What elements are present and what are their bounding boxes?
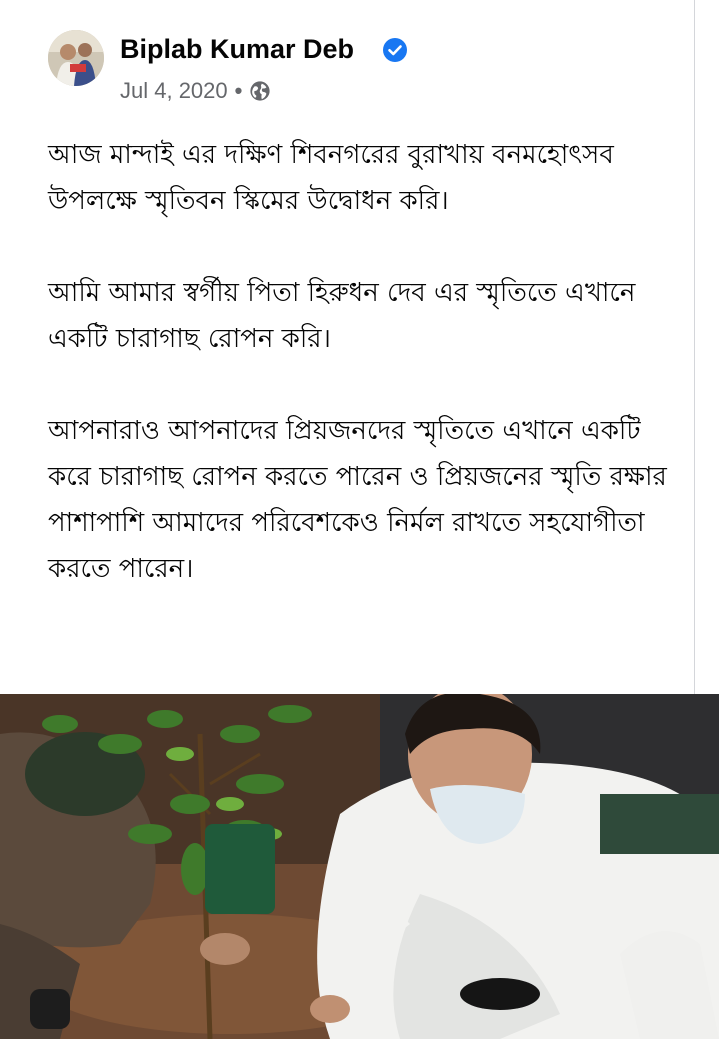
post-paragraph: আজ মান্দাই এর দক্ষিণ শিবনগরের বুরাখায় বনমহোৎসব উপলক্ষে স্মৃতিবন স্কিমের উদ্বোধন করি। <box>48 140 614 216</box>
post-body <box>48 132 678 592</box>
globe-icon[interactable] <box>249 80 271 102</box>
post-photo[interactable] <box>0 694 719 1039</box>
meta-separator: • <box>234 78 243 103</box>
author-name[interactable]: Biplab Kumar Deb <box>120 34 355 64</box>
post-header <box>48 30 668 103</box>
post-meta <box>120 78 271 104</box>
author-avatar[interactable] <box>48 30 104 86</box>
post-paragraph: আপনারাও আপনাদের প্রিয়জনদের স্মৃতিতে এখানে একটি করে চারাগাছ রোপন করতে পারেন ও প্রিয়জনের স্মৃতি রক্ষার পাশাপাশি আমাদের পরিবেশকেও নির্মল রাখতে সহযোগীতা করতে পারেন। <box>48 416 667 584</box>
verified-badge-icon <box>383 38 407 62</box>
post-date[interactable]: Jul 4, 2020 <box>120 78 228 103</box>
post-paragraph: আমি আমার স্বর্গীয় পিতা হিরুধন দেব এর স্মৃতিতে এখানে একটি চারাগাছ রোপন করি। <box>48 278 636 354</box>
post-card-border <box>694 0 695 694</box>
